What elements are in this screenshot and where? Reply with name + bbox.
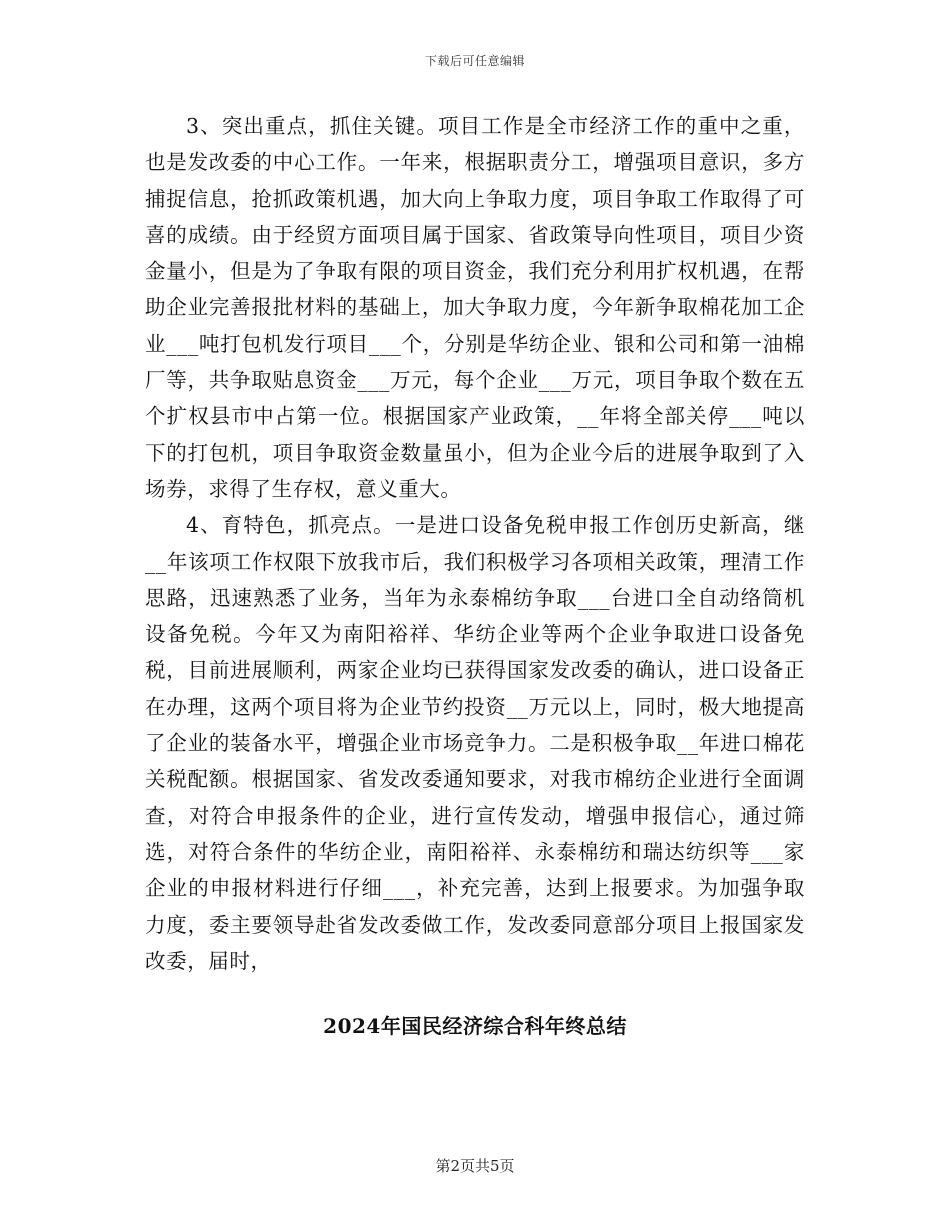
paragraph-4: 4、育特色，抓亮点。一是进口设备免税申报工作创历史新高，继__年该项工作权限下放我市后，我们积极学习各项相关政策，理清工作思路，迅速熟悉了业务，当年为永泰棉纺争取___台进口全自动络筒机设备免税。今年又为南阳裕祥、华纺企业等两个企业争取进口设备免税，目前进展顺利，两家企业均已获得国家发改委的确认，进口设备正在办理，这两个项目将为企业节约投资__万元以上，同时，极大地提高了企业的装备水平，增强企业市场竞争力。二是积极争取__年进口棉花关税配额。根据国家、省发改委通知要求，对我市棉纺企业进行全面调查，对符合申报条件的企业，进行宣传发动，增强申报信心，通过筛选，对符合条件的华纺企业，南阳裕祥、永泰棉纺和瑞达纺织等___家企业的申报材料进行仔细___，补充完善，达到上报要求。为加强争取力度，委主要领导赴省发改委做工作，发改委同意部分项目上报国家发改委，届时， [145,513,805,973]
page-footer: 第2页共5页 [435,1157,515,1175]
header-note: 下载后可任意编辑 [424,54,525,68]
paragraph-3: 3、突出重点，抓住关键。项目工作是全市经济工作的重中之重，也是发改委的中心工作。一年来，根据职责分工，增强项目意识，多方捕捉信息，抢抓政策机遇，加大向上争取力度，项目争取工作取得了可喜的成绩。由于经贸方面项目属于国家、省政策导向性项目，项目少资金量小，但是为了争取有限的项目资金，我们充分利用扩权机遇，在帮助企业完善报批材料的基础上，加大争取力度，今年新争取棉花加工企业___吨打包机发行项目___个，分别是华纺企业、银和公司和第一油棉厂等，共争取贴息资金___万元，每个企业___万元，项目争取个数在五个扩权县市中占第一位。根据国家产业政策，__年将全部关停___吨以下的打包机，项目争取资金数量虽小，但为企业今后的进展争取到了入场券，求得了生存权，意义重大。 [145,114,805,501]
body-text [145,108,805,979]
section-heading: 2024年国民经济综合科年终总结 [323,1014,627,1038]
